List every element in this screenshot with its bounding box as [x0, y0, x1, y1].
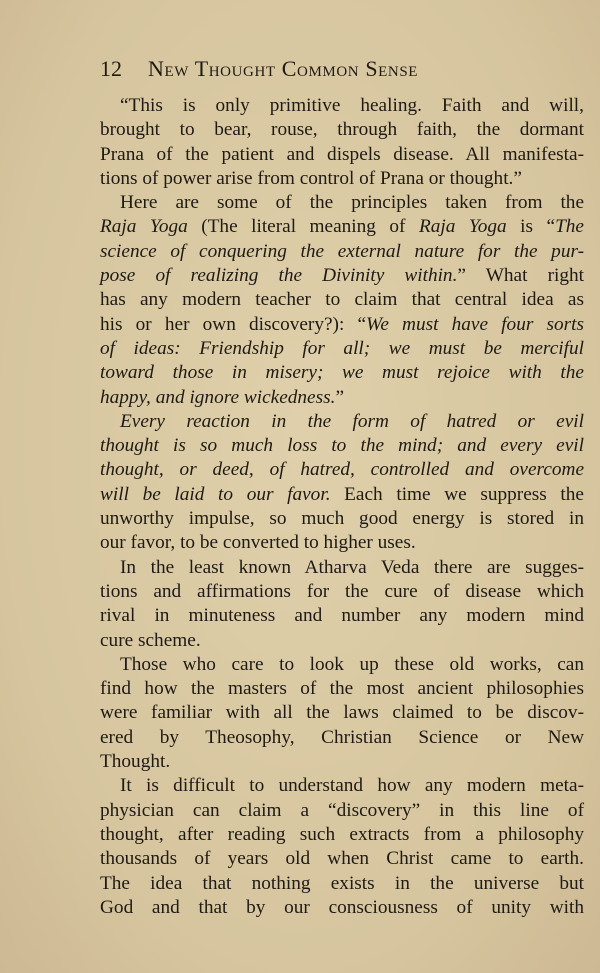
text: (The literal meaning of — [187, 216, 419, 238]
text: tions and affirmations for the cure of disease which — [100, 580, 584, 602]
text-line — [100, 483, 584, 507]
text: God and that by our consciousness of unity with — [100, 896, 584, 918]
running-header — [100, 56, 584, 86]
text-line — [100, 434, 584, 458]
italic-text: pose of realizing the Divinity within. — [100, 265, 458, 287]
text: ered by Theosophy, Christian Science or New — [100, 726, 584, 748]
italic-text: Raja Yoga — [418, 216, 507, 238]
text: Thought. — [100, 751, 171, 773]
text-line — [100, 410, 584, 434]
text: Each time we suppress the — [330, 483, 584, 505]
text: our favor, to be converted to higher uses. — [100, 532, 416, 554]
text-line — [100, 677, 584, 701]
text: tions of power arise from control of Prana or thought.” — [100, 167, 522, 189]
text: were familiar with all the laws claimed to be discov- — [100, 702, 584, 724]
italic-text: Raja Yoga — [100, 216, 188, 238]
italic-text: Every reaction in the form of hatred or evil — [120, 410, 584, 432]
text-line — [100, 313, 584, 337]
text-line — [100, 94, 584, 118]
text-line — [100, 701, 584, 725]
text-line — [100, 556, 584, 580]
text-line — [100, 167, 584, 191]
text-line — [100, 386, 584, 410]
text: ” — [335, 386, 345, 408]
text: is “ — [506, 216, 556, 238]
text: cure scheme. — [100, 629, 201, 651]
text: It is difficult to understand how any modern meta- — [120, 775, 584, 797]
italic-text: thought, or deed, of hatred, controlled and overcome — [100, 459, 584, 481]
text-line — [100, 799, 584, 823]
text-line — [100, 896, 584, 920]
body-text — [100, 94, 584, 920]
italic-text: happy, and ignore wickedness. — [100, 386, 336, 408]
text: Prana of the patient and dispels disease. All manifesta- — [100, 143, 584, 165]
italic-text: of ideas: Friendship for all; we must be merciful — [100, 337, 584, 359]
text-line — [100, 531, 584, 555]
text-line — [100, 604, 584, 628]
text: rival in minuteness and number any modern mind — [100, 605, 584, 627]
text: brought to bear, rouse, through faith, the dormant — [100, 119, 584, 141]
text: thought, after reading such extracts from a philosophy — [100, 823, 584, 845]
italic-text: We must have four sorts — [366, 313, 585, 335]
text: unworthy impulse, so much good energy is stored in — [100, 508, 584, 530]
text-line — [100, 823, 584, 847]
text-line — [100, 580, 584, 604]
text-line — [100, 143, 584, 167]
text: Those who care to look up these old works, can — [120, 653, 584, 675]
text-line — [100, 726, 584, 750]
text-line — [100, 507, 584, 531]
text-line — [100, 361, 584, 385]
text: Here are some of the principles taken from the — [120, 192, 584, 214]
text: The idea that nothing exists in the universe but — [100, 872, 584, 894]
text-line — [100, 458, 584, 482]
text-line — [100, 653, 584, 677]
text: his or her own discovery?): “ — [100, 313, 367, 335]
text-line — [100, 264, 584, 288]
italic-text: will be laid to our favor. — [100, 483, 331, 505]
italic-text: science of conquering the external nature for the pur- — [100, 240, 584, 262]
text-line — [100, 872, 584, 896]
text: has any modern teacher to claim that central idea as — [100, 289, 584, 311]
text-line — [100, 629, 584, 653]
text-line — [100, 337, 584, 361]
text: “This is only primitive healing. Faith and will, — [120, 95, 584, 116]
page-number: 12 — [100, 56, 122, 81]
text-line — [100, 240, 584, 264]
running-title: New Thought Common Sense — [148, 56, 419, 81]
text-line — [100, 118, 584, 142]
text: thousands of years old when Christ came to earth. — [100, 848, 584, 870]
text: find how the masters of the most ancient philosophies — [100, 678, 584, 700]
text-line — [100, 215, 584, 239]
text-line — [100, 191, 584, 215]
text-line — [100, 774, 584, 798]
text: ” What right — [457, 265, 584, 287]
text-line — [100, 750, 584, 774]
italic-text: The — [555, 216, 584, 238]
italic-text: toward those in misery; we must rejoice with the — [100, 362, 584, 384]
text-line — [100, 288, 584, 312]
text: physician can claim a “discovery” in this line of — [100, 799, 584, 821]
text: In the least known Atharva Veda there are sugges- — [120, 556, 584, 578]
italic-text: thought is so much loss to the mind; and every evil — [100, 435, 584, 457]
text-line — [100, 847, 584, 871]
